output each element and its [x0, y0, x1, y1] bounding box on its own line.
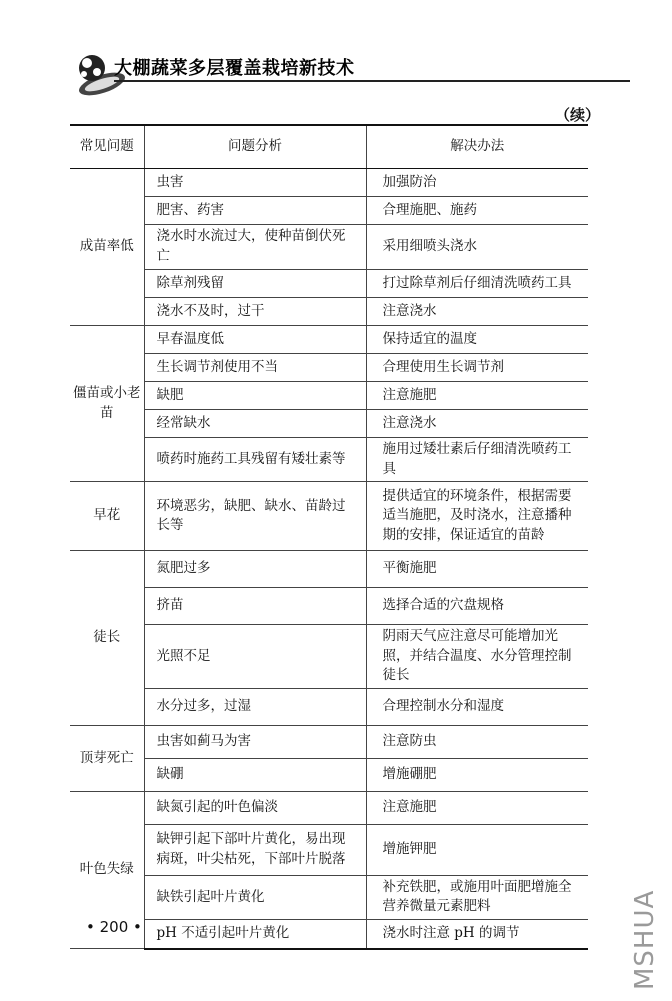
watermark: MSHUA	[630, 889, 660, 990]
problem-category: 成苗率低	[70, 169, 144, 326]
solution: 平衡施肥	[366, 551, 588, 588]
continued-label: （续）	[554, 106, 600, 124]
problem-analysis: 肥害、药害	[144, 197, 366, 225]
table-row	[70, 438, 588, 482]
problem-analysis: pH 不适引起叶片黄化	[144, 919, 366, 949]
problem-analysis: 环境恶劣，缺肥、缺水、苗龄过长等	[144, 482, 366, 551]
table-row	[70, 758, 588, 791]
header-solution: 解决办法	[366, 125, 588, 169]
header-analysis: 问题分析	[144, 125, 366, 169]
problem-category: 叶色失绿	[70, 791, 144, 949]
problem-analysis: 挤苗	[144, 588, 366, 625]
table-row	[70, 410, 588, 438]
problem-analysis: 缺铁引起叶片黄化	[144, 875, 366, 919]
problem-category: 顶芽死亡	[70, 725, 144, 791]
problem-analysis: 早春温度低	[144, 326, 366, 354]
solution: 浇水时注意 pH 的调节	[366, 919, 588, 949]
problem-analysis: 缺钾引起下部叶片黄化，易出现病斑，叶尖枯死，下部叶片脱落	[144, 824, 366, 875]
solution: 采用细喷头浇水	[366, 225, 588, 270]
problem-category: 早花	[70, 482, 144, 551]
problem-analysis: 虫害如蓟马为害	[144, 725, 366, 758]
table-row	[70, 354, 588, 382]
solution: 合理使用生长调节剂	[366, 354, 588, 382]
table-row	[70, 326, 588, 354]
table-row	[70, 382, 588, 410]
solution: 注意浇水	[366, 298, 588, 326]
problem-analysis: 缺肥	[144, 382, 366, 410]
book-title: 大棚蔬菜多层覆盖栽培新技术	[114, 58, 355, 79]
problem-analysis: 缺氮引起的叶色偏淡	[144, 791, 366, 824]
table-row	[70, 875, 588, 919]
table-row	[70, 824, 588, 875]
table-header-row	[70, 125, 588, 169]
table-row	[70, 482, 588, 551]
problem-category: 僵苗或小老苗	[70, 326, 144, 482]
problem-analysis: 喷药时施药工具残留有矮壮素等	[144, 438, 366, 482]
solution: 注意施肥	[366, 791, 588, 824]
problem-analysis: 水分过多，过湿	[144, 688, 366, 725]
problem-analysis: 经常缺水	[144, 410, 366, 438]
table-row	[70, 551, 588, 588]
page-number: • 200 •	[86, 918, 142, 936]
problem-analysis: 生长调节剂使用不当	[144, 354, 366, 382]
solution: 注意浇水	[366, 410, 588, 438]
header-problem: 常见问题	[70, 125, 144, 169]
solution: 打过除草剂后仔细清洗喷药工具	[366, 270, 588, 298]
table-row	[70, 588, 588, 625]
table-row	[70, 791, 588, 824]
running-header	[70, 40, 630, 100]
solution: 注意施肥	[366, 382, 588, 410]
solution: 选择合适的穴盘规格	[366, 588, 588, 625]
table-row	[70, 270, 588, 298]
header-rule	[114, 80, 630, 82]
problem-category: 徒长	[70, 551, 144, 726]
solution: 提供适宜的环境条件，根据需要适当施肥，及时浇水，注意播种期的安排，保证适宜的苗龄	[366, 482, 588, 551]
solution: 注意防虫	[366, 725, 588, 758]
solution: 增施硼肥	[366, 758, 588, 791]
problem-analysis: 氮肥过多	[144, 551, 366, 588]
problem-analysis: 光照不足	[144, 625, 366, 689]
solution: 补充铁肥，或施用叶面肥增施全营养微量元素肥料	[366, 875, 588, 919]
table-row	[70, 225, 588, 270]
solution: 保持适宜的温度	[366, 326, 588, 354]
solution: 施用过矮壮素后仔细清洗喷药工具	[366, 438, 588, 482]
table-row	[70, 725, 588, 758]
problem-analysis: 浇水不及时，过干	[144, 298, 366, 326]
table-row	[70, 919, 588, 949]
seedling-problems-table	[70, 124, 588, 950]
table-row	[70, 197, 588, 225]
table-row	[70, 298, 588, 326]
solution: 合理施肥、施药	[366, 197, 588, 225]
problem-analysis: 虫害	[144, 169, 366, 197]
solution: 加强防治	[366, 169, 588, 197]
table-body	[70, 169, 588, 949]
problem-analysis: 缺硼	[144, 758, 366, 791]
solution: 阴雨天气应注意尽可能增加光照，并结合温度、水分管理控制徒长	[366, 625, 588, 689]
table-row	[70, 625, 588, 689]
table-row	[70, 169, 588, 197]
problem-analysis: 除草剂残留	[144, 270, 366, 298]
solution: 合理控制水分和湿度	[366, 688, 588, 725]
problem-analysis: 浇水时水流过大，使种苗倒伏死亡	[144, 225, 366, 270]
solution: 增施钾肥	[366, 824, 588, 875]
table-row	[70, 688, 588, 725]
